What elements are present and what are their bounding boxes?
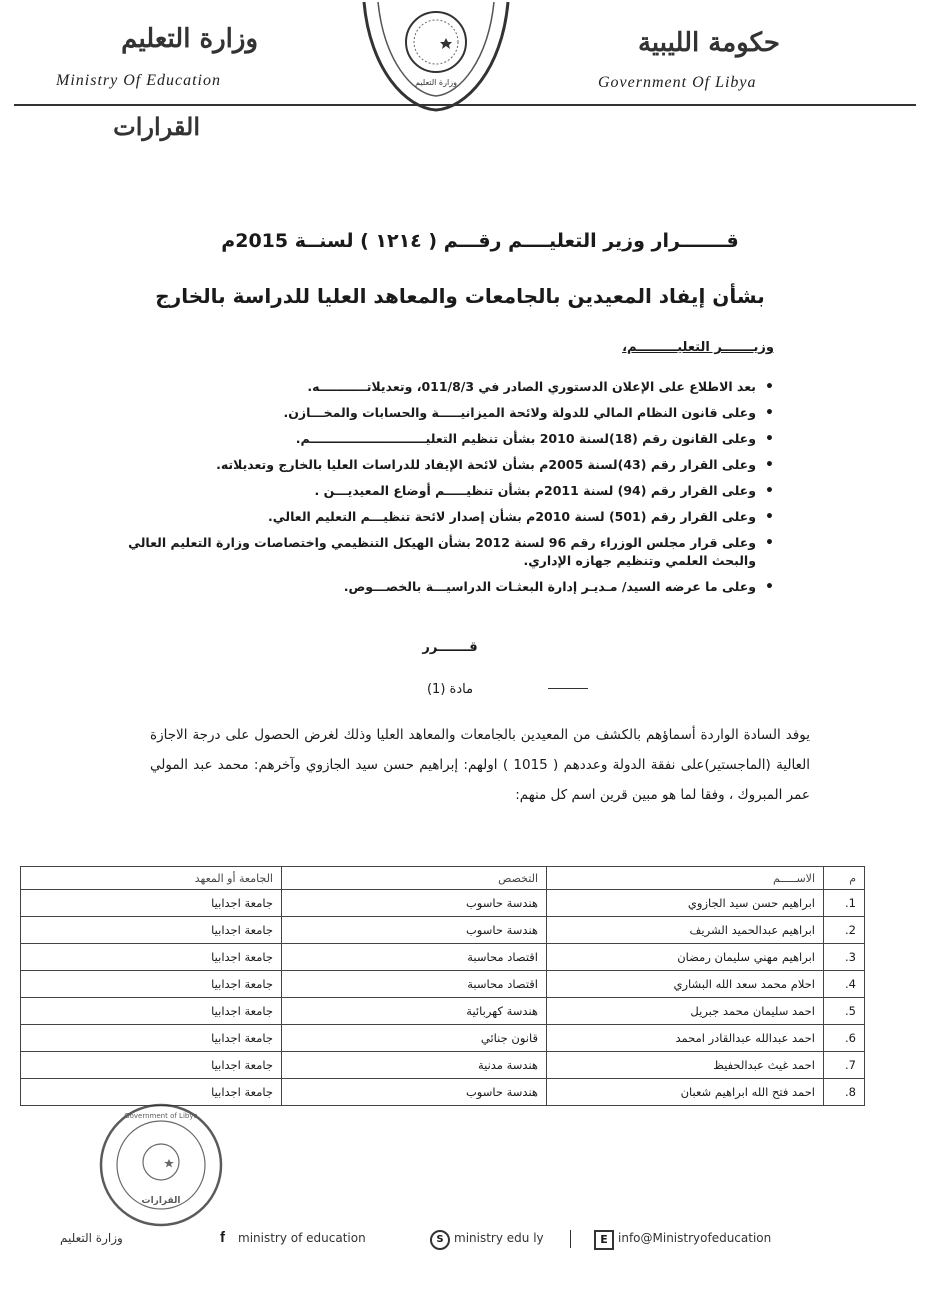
row-name: ابراهيم حسن سيد الجازوي xyxy=(547,890,824,917)
row-num: 2. xyxy=(824,917,865,944)
issuer-label: وزيـــــــر التعليـــــــــم، xyxy=(622,340,774,355)
row-specialty: هندسة حاسوب xyxy=(282,917,547,944)
row-university: جامعة اجدابيا xyxy=(21,1052,282,1079)
official-stamp-icon xyxy=(96,1100,226,1230)
row-specialty: قانون جنائي xyxy=(282,1025,547,1052)
ministry-name-ar: وزارة التعليم xyxy=(121,24,258,54)
row-specialty: هندسة حاسوب xyxy=(282,1079,547,1106)
row-university: جامعة اجدابيا xyxy=(21,1079,282,1106)
row-num: 8. xyxy=(824,1079,865,1106)
government-name-ar: حكومة الليبية xyxy=(637,28,780,58)
government-name-en: Government Of Libya xyxy=(598,74,757,91)
row-university: جامعة اجدابيا xyxy=(21,998,282,1025)
skype-icon: S xyxy=(430,1230,450,1250)
row-name: احمد سليمان محمد جبريل xyxy=(547,998,824,1025)
article-heading: مادة (1) xyxy=(426,682,474,697)
section-label: القرارات xyxy=(113,112,200,141)
row-specialty: هندسة حاسوب xyxy=(282,890,547,917)
row-num: 3. xyxy=(824,944,865,971)
table-row xyxy=(21,944,865,971)
decides-heading: قـــــــرر xyxy=(422,640,478,655)
row-university: جامعة اجدابيا xyxy=(21,944,282,971)
row-name: احمد عبدالله عبدالقادر امحمد xyxy=(547,1025,824,1052)
envoys-table xyxy=(20,866,865,1106)
row-university: جامعة اجدابيا xyxy=(21,917,282,944)
row-name: احمد غيث عبدالحفيظ xyxy=(547,1052,824,1079)
decision-title: قـــــــرار وزير التعليــــم رقـــم ( ١٢١٤ ) لسنــة 2015م xyxy=(221,230,739,252)
premise-item: • وعلى القرار رقم (94) لسنة 2011م بشأن تنظيـــــم أوضاع المعيديـــن . xyxy=(108,482,774,500)
premise-item: • بعد الاطلاع على الإعلان الدستوري الصادر في 011/8/3، وتعديلاتـــــــــــه. xyxy=(108,378,774,396)
premise-item: • وعلى القرار رقم (43)لسنة 2005م بشأن لائحة الإيفاد للدراسات العليا بالخارج وتعديلاته. xyxy=(108,456,774,474)
table-row xyxy=(21,1025,865,1052)
footer-divider xyxy=(570,1230,571,1248)
decision-subject: بشأن إيفاد المعيدين بالجامعات والمعاهد العليا للدراسة بالخارج xyxy=(155,284,765,308)
premise-item: • وعلى القانون رقم (18)لسنة 2010 بشأن تنظيم التعليـــــــــــــــــــــــــــم. xyxy=(108,430,774,448)
table-header-row xyxy=(21,867,865,890)
ministry-name-en: Ministry Of Education xyxy=(56,72,221,89)
emblem-text: وزارة التعليم xyxy=(415,78,457,87)
footer-ministry-ar: وزارة التعليم xyxy=(60,1231,123,1245)
premise-item: • وعلى قرار مجلس الوزراء رقم 96 لسنة 2012 بشأن الهيكل التنظيمي واختصاصات وزارة التعليم العالي والبحث العلمي وتنظيم جهازه الإداري. xyxy=(108,534,774,570)
row-name: احلام محمد سعد الله البشاري xyxy=(547,971,824,998)
row-specialty: هندسة مدنية xyxy=(282,1052,547,1079)
footer-email: info@Ministryofeducation xyxy=(618,1231,772,1245)
premise-item: • وعلى قانون النظام المالي للدولة ولائحة الميزانيـــــة والحسابات والمخـــازن. xyxy=(108,404,774,422)
premises-list xyxy=(108,378,774,604)
footer-bar xyxy=(60,1228,820,1252)
row-num: 5. xyxy=(824,998,865,1025)
article-body: يوفد السادة الواردة أسماؤهم بالكشف من المعيدين بالجامعات والمعاهد العليا وذلك لغرض الحصول على درجة الاجازة العالية (الماجستير)على نفقة الدولة وعددهم ( 1015 ) اولهم: إبراهيم حسن سيد الجازوي وآخرهم: محمد عبد المولي عمر المبروك ، وفقا لما هو مبين قرين اسم كل منهم: xyxy=(150,727,810,803)
article-underline xyxy=(548,688,588,689)
row-university: جامعة اجدابيا xyxy=(21,1025,282,1052)
row-num: 1. xyxy=(824,890,865,917)
facebook-icon: f xyxy=(220,1229,225,1246)
row-specialty: هندسة كهربائية xyxy=(282,998,547,1025)
premise-item: • وعلى ما عرضه السيد/ مـديـر إدارة البعثـات الدراسيـــة بالخصـــوص. xyxy=(108,578,774,596)
table-row xyxy=(21,998,865,1025)
row-name: ابراهيم مهني سليمان رمضان xyxy=(547,944,824,971)
stamp-bottom-text: القرارات xyxy=(141,1196,181,1206)
row-num: 4. xyxy=(824,971,865,998)
col-university-header: الجامعة أو المعهد xyxy=(21,867,282,890)
footer-skype: ministry edu ly xyxy=(454,1231,544,1245)
row-specialty: اقتصاد محاسبة xyxy=(282,971,547,998)
table-row xyxy=(21,917,865,944)
row-num: 6. xyxy=(824,1025,865,1052)
col-specialty-header: التخصص xyxy=(282,867,547,890)
row-specialty: اقتصاد محاسبة xyxy=(282,944,547,971)
table-row xyxy=(21,890,865,917)
ministry-emblem-icon xyxy=(356,0,516,118)
col-name-header: الاســـــم xyxy=(547,867,824,890)
premise-item: • وعلى القرار رقم (501) لسنة 2010م بشأن إصدار لائحة تنظيـــم التعليم العالي. xyxy=(108,508,774,526)
footer-facebook: ministry of education xyxy=(238,1231,366,1245)
email-icon: E xyxy=(594,1230,614,1250)
row-name: احمد فتح الله ابراهيم شعبان xyxy=(547,1079,824,1106)
stamp-top-text: Government of Libya xyxy=(124,1112,198,1120)
row-name: ابراهيم عبدالحميد الشريف xyxy=(547,917,824,944)
row-num: 7. xyxy=(824,1052,865,1079)
table-row xyxy=(21,1052,865,1079)
col-num-header: م xyxy=(824,867,865,890)
row-university: جامعة اجدابيا xyxy=(21,971,282,998)
table-row xyxy=(21,971,865,998)
row-university: جامعة اجدابيا xyxy=(21,890,282,917)
